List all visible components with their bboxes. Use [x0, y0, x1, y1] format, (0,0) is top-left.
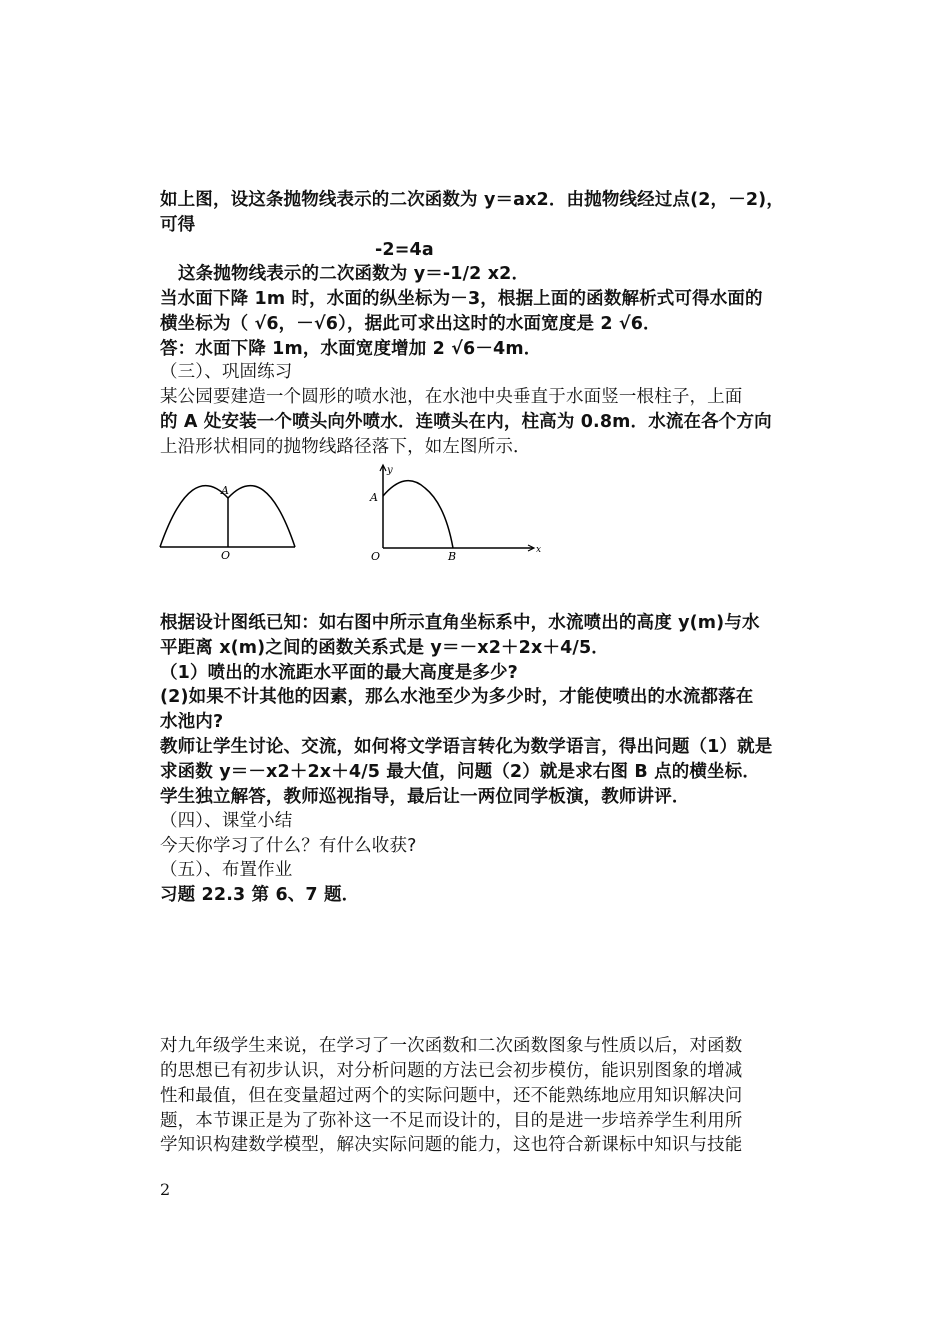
answer-line: 答：水面下降 1m，水面宽度增加 2 √6－4m．: [160, 339, 542, 359]
question-2: (2)如果不计其他的因素，那么水池至少为多少时，才能使喷出的水流都落在: [160, 687, 754, 707]
label-O-left: O: [221, 549, 231, 562]
label-A-left: A: [221, 484, 229, 497]
text-line-16: 水池内?: [160, 712, 224, 732]
analysis-line-4: 题，本节课正是为了弥补这一不足而设计的，目的是进一步培养学生利用所: [160, 1111, 743, 1131]
text-line-12: 根据设计图纸已知：如右图中所示直角坐标系中，水流喷出的高度 y(m)与水: [160, 613, 760, 633]
text-line-1: 如上图，设这条抛物线表示的二次函数为 y＝ax2．由抛物线经过点(2，－2)，: [160, 190, 784, 210]
right-water-arc: [228, 486, 295, 547]
question-1: （1）喷出的水流距水平面的最大高度是多少?: [160, 663, 518, 683]
label-x: x: [536, 545, 542, 555]
text-line-9: 某公园要建造一个圆形的喷水池，在水池中央垂直于水面竖一根柱子，上面: [160, 387, 743, 407]
equation-line: -2=4a: [375, 240, 434, 260]
text-line-5: 当水面下降 1m 时，水面的纵坐标为－3，根据上面的函数解析式可得水面的: [160, 289, 763, 309]
label-B: B: [448, 550, 457, 562]
section-heading-3: （三）、巩固练习: [160, 362, 293, 382]
text-line-18: 求函数 y＝－x2＋2x＋4/5 最大值，问题（2）就是求右图 B 点的横坐标．: [160, 762, 760, 782]
section-heading-4: （四）、课堂小结: [160, 811, 293, 831]
analysis-line-1: 对九年级学生来说，在学习了一次函数和二次函数图象与性质以后，对函数: [160, 1036, 743, 1056]
analysis-line-3: 性和最值，但在变量超过两个的实际问题中，还不能熟练地应用知识解决问: [160, 1086, 743, 1106]
text-line-13: 平距离 x(m)之间的函数关系式是 y＝－x2＋2x＋4/5．: [160, 638, 609, 658]
section-heading-5: （五）、布置作业: [160, 860, 293, 880]
coordinate-figure-right: [365, 460, 545, 562]
analysis-line-5: 学知识构建数学模型，解决实际问题的能力，这也符合新课标中知识与技能: [160, 1135, 743, 1155]
label-O-right: O: [371, 550, 381, 562]
page-number: 2: [160, 1180, 171, 1199]
left-water-arc: [160, 486, 228, 547]
text-line-21: 今天你学习了什么？有什么收获?: [160, 836, 417, 856]
text-line-10: 的 A 处安装一个喷头向外喷水．连喷头在内，柱高为 0.8m．水流在各个方向: [160, 412, 772, 432]
text-line-2: 可得: [160, 215, 196, 235]
text-line-6: 横坐标为（ √6，－√6），据此可求出这时的水面宽度是 2 √6．: [160, 314, 661, 334]
text-line-19: 学生独立解答，教师巡视指导，最后让一两位同学板演，教师讲评．: [160, 787, 690, 807]
text-line-17: 教师让学生讨论、交流，如何将文学语言转化为数学语言，得出问题（1）就是: [160, 737, 773, 757]
homework-line: 习题 22.3 第 6、7 题．: [160, 885, 360, 905]
analysis-line-2: 的思想已有初步认识，对分析问题的方法已会初步模仿，能识别图象的增减: [160, 1061, 743, 1081]
fountain-figure-left: [155, 476, 305, 562]
label-A-right: A: [370, 491, 378, 504]
parabola-curve: [383, 481, 453, 548]
text-line-4: 这条抛物线表示的二次函数为 y＝-1/2 x2．: [178, 264, 530, 284]
label-y: y: [387, 465, 393, 476]
text-line-11: 上沿形状相同的抛物线路径落下，如左图所示．: [160, 437, 531, 457]
